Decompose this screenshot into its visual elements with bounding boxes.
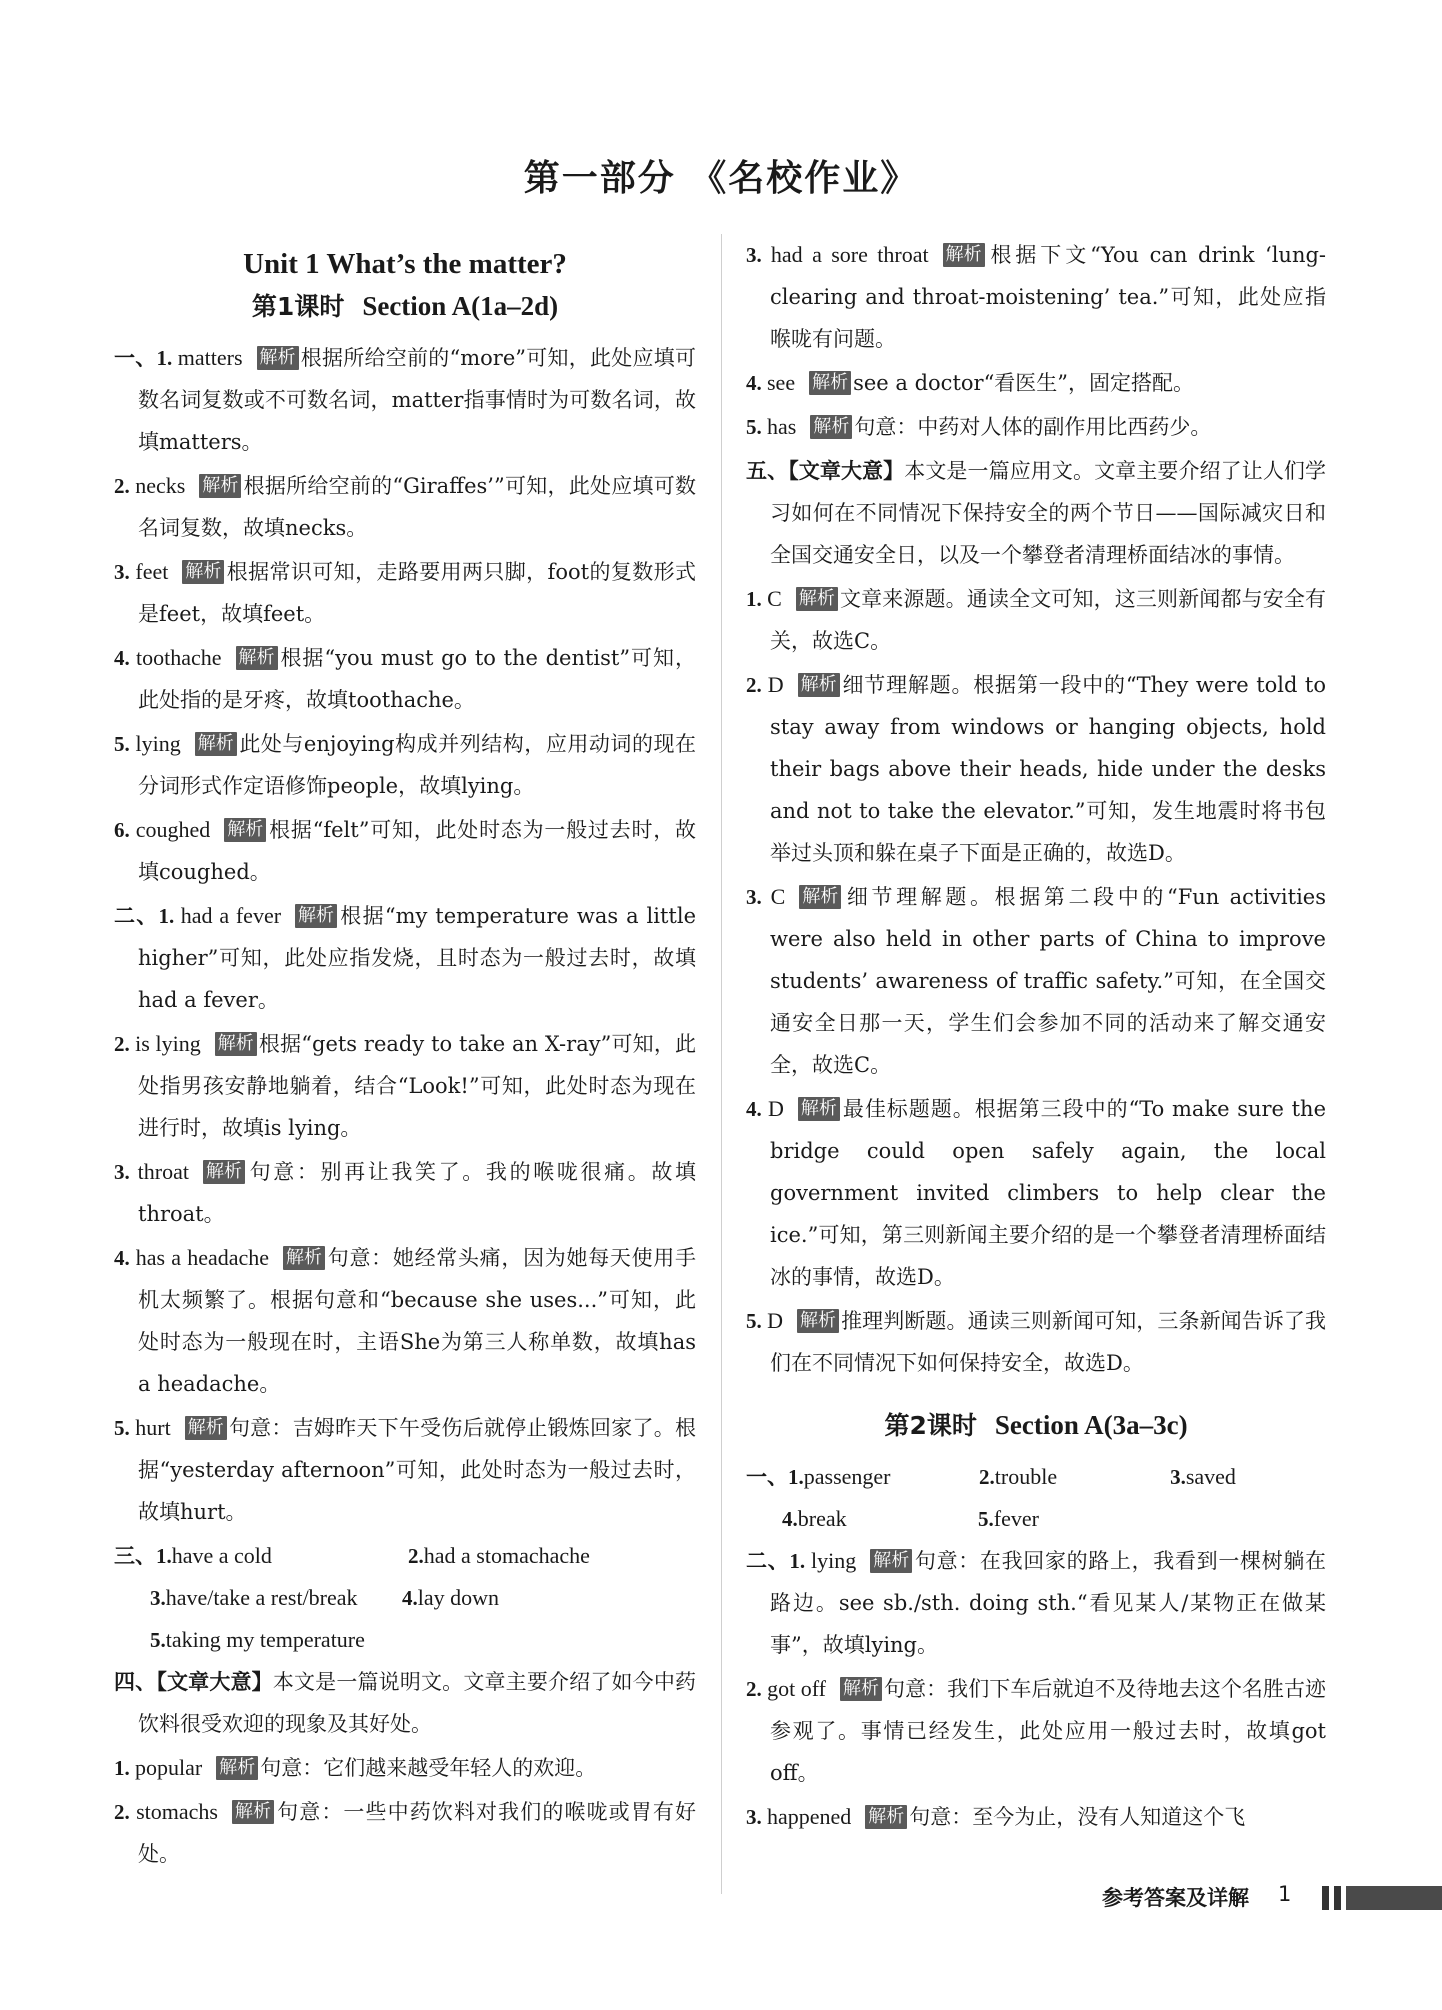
explanation-text: 句意：一些中药饮料对我们的喉咙或胃有好处。 [138,1800,697,1866]
answer-item [746,406,1326,448]
section-5 [746,450,1326,1384]
answer-item [746,578,1326,662]
indent-spacer [114,1577,150,1619]
answer-text: fever [993,1506,1039,1531]
answer-row [746,1498,1326,1540]
item-number: 1. [156,1544,172,1568]
column-divider [721,234,722,1894]
answer-item [114,1407,696,1533]
article-summary [746,450,1326,576]
explanation-text: 根据“my temperature was a little higher”可知，此处应指发烧，且时态为一般过去时，故填had a fever。 [138,904,696,1012]
answer-text: had a sore throat [770,242,929,267]
unit-title: Unit 1 What’s the matter? [243,248,567,280]
answer-text: feet [135,559,169,584]
item-number: 1. [156,346,178,370]
answer-item [1170,1456,1326,1498]
explanation-text: 根据所给空前的“Giraffes’”可知，此处应填可数名词复数，故填necks。 [138,474,697,540]
item-number: 2. [979,1465,995,1489]
lesson-2-cn: 第2课时 [884,1411,977,1440]
answer-item [114,1747,696,1789]
page-title: 第一部分 《名校作业》 [523,158,919,199]
section-label: 二、 [114,904,159,928]
answer-text: stomachs [136,1799,218,1824]
answer-item [114,637,696,721]
answer-item [746,1668,1326,1794]
analysis-tag: 解析 [943,243,985,267]
answer-text: is lying [135,1031,201,1056]
answer-item [402,1577,662,1619]
answer-item [114,895,696,1021]
explanation-text: 根据“you must go to the dentist”可知，此处指的是牙疼，故填toothache。 [138,646,696,712]
page-number: 1 [1278,1882,1292,1906]
explanation-text: 文章来源题。通读全文可知，这三则新闻都与安全有关，故选C。 [770,587,1327,653]
answer-item [746,1540,1326,1666]
answer-text: have a cold [171,1543,272,1568]
answer-item [746,1300,1326,1384]
answer-row [114,1535,696,1577]
lesson-2-en: Section A(3a–3c) [994,1410,1188,1440]
section-label: 四、 [114,1670,157,1694]
lesson-2-section-2 [746,1540,1326,1838]
answer-text: had a fever [180,903,282,928]
answer-text: saved [1185,1464,1236,1489]
analysis-tag: 解析 [865,1805,907,1829]
analysis-tag: 解析 [283,1246,325,1270]
answer-text: C [767,586,782,611]
explanation-text: 根据下文“You can drink ‘lung-clearing and throat-moistening’ tea.”可知，此处应指喉咙有问题。 [770,243,1327,351]
analysis-tag: 解析 [796,587,838,611]
answer-text: trouble [994,1464,1058,1489]
summary-text: 本文是一篇说明文。文章主要介绍了如今中药饮料很受欢迎的现象及其好处。 [138,1670,697,1736]
explanation-text: 句意：在我回家的路上，我看到一棵树躺在路边。see sb./sth. doing sth.“看见某人/某物正在做某事”，故填lying。 [770,1549,1327,1657]
answer-text: taking my temperature [165,1627,365,1652]
analysis-tag: 解析 [216,1756,258,1780]
item-number: 4. [114,646,136,670]
analysis-tag: 解析 [203,1160,245,1184]
explanation-text: 细节理解题。根据第一段中的“They were told to stay away from windows or hanging objects, hold their bags above their heads, hide under the desks and not to take the elevator.”可知，发生地震时将书包举过头顶和躲在桌子下面是正确的，故选D。 [770,673,1326,865]
summary-label: 【文章大意】 [156,1670,273,1694]
analysis-tag: 解析 [798,1097,840,1121]
answer-row [114,1577,696,1619]
answer-text: lying [811,1548,857,1573]
section-label: 二、 [746,1549,790,1573]
answer-text: see [767,370,796,395]
answer-text: popular [135,1755,203,1780]
answer-text: C [770,884,786,909]
lesson-1-en: Section A(1a–2d) [362,291,559,321]
right-column [746,234,1326,1840]
explanation-text: 根据“gets ready to take an X-ray”可知，此处指男孩安静地躺着，结合“Look!”可知，此处时态为现在进行时，故填is lying。 [138,1032,696,1140]
answer-item [114,1023,696,1149]
answer-item [150,1619,402,1661]
item-number: 5. [746,415,767,439]
analysis-tag: 解析 [809,371,851,395]
item-number: 4. [402,1586,418,1610]
analysis-tag: 解析 [185,1416,227,1440]
section-2 [114,895,696,1533]
answer-text: has a headache [135,1245,270,1270]
item-number: 5. [978,1507,994,1531]
answer-item [746,1088,1326,1298]
explanation-text: 句意：我们下车后就迫不及待地去这个名胜古迹参观了。事情已经发生，此处应用一般过去时，故填got off。 [770,1677,1327,1785]
answer-item [114,1237,696,1405]
explanation-text: 细节理解题。根据第二段中的“Fun activities were also held in other parts of China to improve students’ awareness of traffic safety.”可知，在全国交通安全日那一天，学生们会参加不同的活动来了解交通安全，故选C。 [770,885,1326,1077]
answer-text: toothache [135,645,222,670]
explanation-text: 推理判断题。通读三则新闻可知，三条新闻告诉了我们在不同情况下如何保持安全，故选D。 [770,1309,1327,1375]
answer-text: hurt [135,1415,171,1440]
analysis-tag: 解析 [215,1032,257,1056]
item-number: 3. [150,1586,166,1610]
explanation-text: 句意：别再让我笑了。我的喉咙很痛。故填throat。 [138,1160,697,1226]
answer-item [979,1456,1170,1498]
item-number: 4. [746,371,767,395]
answer-text: D [767,1308,783,1333]
item-number: 2. [114,1032,136,1056]
answer-item [114,1151,696,1235]
explanation-text: 最佳标题题。根据第三段中的“To make sure the bridge could open safely again, the local government invited climbers to help clear the ice.”可知，第三则新闻主要介绍的是一个攀登者清理桥面结冰的事情，故选D。 [770,1097,1327,1289]
item-number: 2. [114,1800,137,1824]
answer-text: matters [177,345,243,370]
analysis-tag: 解析 [798,673,840,697]
answer-text: passenger [803,1464,891,1489]
item-number: 1. [788,1465,804,1489]
footer-bar-decoration [1322,1886,1442,1910]
item-number: 1. [789,1549,812,1573]
answer-text: throat [137,1159,189,1184]
answer-text: happened [767,1804,852,1829]
item-number: 2. [114,474,136,498]
analysis-tag: 解析 [199,474,241,498]
answer-item [746,362,1326,404]
answer-item [408,1535,668,1577]
answer-text: break [797,1506,847,1531]
item-number: 3. [746,1805,767,1829]
article-summary [114,1661,696,1745]
indent-spacer [114,1619,150,1661]
section-4-continued [746,234,1326,448]
item-number: 2. [408,1544,424,1568]
item-number: 6. [114,818,136,842]
indent-spacer [746,1498,782,1540]
analysis-tag: 解析 [870,1549,912,1573]
explanation-text: 根据“felt”可知，此处时态为一般过去时，故填coughed。 [138,818,697,884]
answer-text: had a stomachache [423,1543,590,1568]
item-number: 4. [782,1507,798,1531]
summary-label: 【文章大意】 [788,459,905,483]
analysis-tag: 解析 [810,415,852,439]
item-number: 5. [114,732,136,756]
answer-text: have/take a rest/break [165,1585,358,1610]
item-number: 4. [114,1246,136,1270]
answer-item [114,465,696,549]
lesson-1-title [114,287,696,323]
item-number: 3. [746,885,771,909]
section-3 [114,1535,696,1661]
answer-item [746,1796,1326,1838]
answer-text: D [767,672,784,697]
analysis-tag: 解析 [195,732,237,756]
analysis-tag: 解析 [236,646,278,670]
item-number: 3. [114,560,136,584]
item-number: 3. [1170,1465,1186,1489]
summary-text: 本文是一篇应用文。文章主要介绍了让人们学习如何在不同情况下保持安全的两个节日——国际减灾日和全国交通安全日，以及一个攀登者清理桥面结冰的事情。 [770,459,1327,567]
answer-item [746,664,1326,874]
lesson-2-section-1 [746,1456,1326,1540]
answer-item [150,1577,402,1619]
analysis-tag: 解析 [797,1309,839,1333]
item-number: 5. [746,1309,768,1333]
analysis-tag: 解析 [295,904,337,928]
item-number: 1. [746,587,768,611]
explanation-text: see a doctor“看医生”，固定搭配。 [853,371,1195,395]
answer-text: lay down [417,1585,500,1610]
explanation-text: 此处与enjoying构成并列结构，应用动词的现在分词形式作定语修饰people，故填lying。 [138,732,697,798]
answer-text: coughed [135,817,211,842]
answer-item [978,1498,1174,1540]
answer-row [114,1619,696,1661]
explanation-text: 根据所给空前的“more”可知，此处应填可数名词复数或不可数名词，matter指事情时为可数名词，故填matters。 [138,346,696,454]
section-4 [114,1661,696,1875]
answer-item [114,809,696,893]
analysis-tag: 解析 [799,885,841,909]
section-1 [114,337,696,893]
explanation-text: 句意：中药对人体的副作用比西药少。 [854,415,1212,439]
lesson-1-cn: 第1课时 [251,292,345,321]
answer-item [114,1791,696,1875]
analysis-tag: 解析 [232,1800,274,1824]
answer-text: lying [135,731,181,756]
item-number: 3. [114,1160,138,1184]
answer-item [114,551,696,635]
item-number: 1. [158,904,181,928]
answer-text: D [767,1096,784,1121]
answer-item [114,723,696,807]
answer-item [156,1535,408,1577]
item-number: 5. [150,1628,166,1652]
answer-text: necks [135,473,186,498]
item-number: 5. [114,1416,136,1440]
answer-text: has [767,414,797,439]
answer-item [746,234,1326,360]
item-number: 2. [746,673,768,697]
item-number: 4. [746,1097,768,1121]
item-number: 1. [114,1756,135,1780]
explanation-text: 根据常识可知，走路要用两只脚，foot的复数形式是feet，故填feet。 [138,560,696,626]
explanation-text: 句意：它们越来越受年轻人的欢迎。 [260,1756,597,1780]
section-label: 五、 [746,459,789,483]
lesson-2-title [746,1406,1326,1442]
section-label: 一、 [746,1465,788,1489]
item-number: 3. [746,243,771,267]
item-number: 2. [746,1677,768,1701]
analysis-tag: 解析 [182,560,224,584]
answer-row [746,1456,1326,1498]
answer-item [746,876,1326,1086]
explanation-text: 句意：吉姆昨天下午受伤后就停止锻炼回家了。根据“yesterday afternoon”可知，此处时态为一般过去时，故填hurt。 [138,1416,697,1524]
explanation-text: 句意：她经常头痛，因为她每天使用手机太频繁了。根据句意和“because she uses...”可知，此处时态为一般现在时，主语She为第三人称单数，故填has a headache。 [138,1246,697,1396]
explanation-text: 句意：至今为止，没有人知道这个飞 [909,1805,1246,1829]
analysis-tag: 解析 [840,1677,882,1701]
footer-label: 参考答案及详解 [1102,1886,1249,1910]
answer-item [788,1456,979,1498]
answer-text: got off [767,1676,826,1701]
analysis-tag: 解析 [224,818,266,842]
analysis-tag: 解析 [257,346,299,370]
section-label: 三、 [114,1544,156,1568]
answer-item [114,337,696,463]
answer-item [782,1498,978,1540]
left-column [114,234,696,1877]
section-label: 一、 [114,346,157,370]
